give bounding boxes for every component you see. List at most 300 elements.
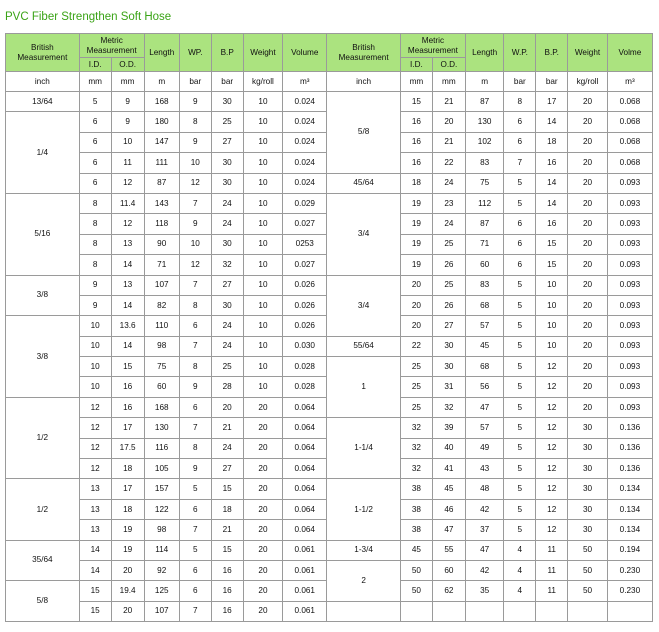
cell-right-3: 57 (465, 418, 504, 438)
cell-left-3: 75 (144, 357, 179, 377)
cell-left-2: 16 (111, 377, 144, 397)
cell-right-1: 50 (400, 581, 432, 601)
cell-left-7: 0.026 (283, 316, 327, 336)
cell-right-6: 20 (568, 92, 608, 112)
cell-left-2: 17 (111, 479, 144, 499)
cell-right-3 (465, 601, 504, 621)
cell-right-2: 62 (432, 581, 465, 601)
table-row (6, 92, 653, 112)
cell-right-3: 130 (465, 112, 504, 132)
cell-left-6: 10 (243, 193, 283, 213)
cell-right-1 (400, 601, 432, 621)
cell-right-1: 32 (400, 438, 432, 458)
cell-left-4: 8 (179, 295, 211, 315)
cell-left-5: 21 (211, 520, 243, 540)
header-wp-right: W.P. (504, 34, 536, 72)
cell-right-6: 30 (568, 418, 608, 438)
cell-right-5: 16 (536, 214, 568, 234)
hose-spec-table (5, 33, 653, 622)
cell-left-5: 24 (211, 438, 243, 458)
cell-left-2: 11.4 (111, 193, 144, 213)
cell-left-2: 20 (111, 560, 144, 580)
cell-right-7: 0.136 (607, 438, 652, 458)
header-metric: Metric Measurement (79, 34, 144, 58)
cell-left-3: 130 (144, 418, 179, 438)
cell-right-1: 45 (400, 540, 432, 560)
cell-left-3: 92 (144, 560, 179, 580)
cell-left-6: 10 (243, 173, 283, 193)
cell-left-2: 19 (111, 540, 144, 560)
cell-left-7: 0.029 (283, 193, 327, 213)
cell-left-2: 20 (111, 601, 144, 621)
cell-right-6: 50 (568, 560, 608, 580)
cell-left-1: 10 (79, 377, 111, 397)
cell-right-4: 5 (504, 193, 536, 213)
cell-left-4: 12 (179, 173, 211, 193)
table-row (6, 336, 653, 356)
cell-right-2: 45 (432, 479, 465, 499)
cell-left-3: 114 (144, 540, 179, 560)
cell-left-2: 9 (111, 92, 144, 112)
cell-right-2: 47 (432, 520, 465, 540)
cell-right-6: 20 (568, 255, 608, 275)
cell-left-4: 7 (179, 275, 211, 295)
cell-right-1: 20 (400, 275, 432, 295)
cell-right-4: 5 (504, 357, 536, 377)
cell-right-3: 47 (465, 397, 504, 417)
cell-left-3: 116 (144, 438, 179, 458)
cell-left-4: 8 (179, 438, 211, 458)
cell-right-3: 43 (465, 459, 504, 479)
cell-left-5: 25 (211, 357, 243, 377)
cell-british-left: 5/8 (6, 581, 80, 622)
cell-right-5: 12 (536, 438, 568, 458)
cell-left-3: 125 (144, 581, 179, 601)
cell-left-4: 8 (179, 357, 211, 377)
cell-left-6: 20 (243, 418, 283, 438)
cell-left-6: 10 (243, 132, 283, 152)
cell-left-1: 12 (79, 418, 111, 438)
cell-right-7 (607, 601, 652, 621)
cell-left-1: 8 (79, 234, 111, 254)
cell-left-2: 11 (111, 153, 144, 173)
cell-british-left: 1/2 (6, 397, 80, 479)
cell-left-5: 28 (211, 377, 243, 397)
cell-right-4: 6 (504, 214, 536, 234)
cell-right-2 (432, 601, 465, 621)
cell-left-3: 122 (144, 499, 179, 519)
cell-left-6: 10 (243, 357, 283, 377)
unit-weight: kg/roll (243, 72, 283, 92)
header-weight: Weight (243, 34, 283, 72)
cell-british-left: 13/64 (6, 92, 80, 112)
table-row (6, 193, 653, 213)
cell-right-3: 68 (465, 295, 504, 315)
unit-id-right: mm (400, 72, 432, 92)
cell-right-5: 12 (536, 377, 568, 397)
cell-left-6: 20 (243, 459, 283, 479)
cell-right-1: 32 (400, 459, 432, 479)
cell-right-6: 30 (568, 438, 608, 458)
cell-british-left: 1/4 (6, 112, 80, 194)
cell-left-7: 0.024 (283, 112, 327, 132)
cell-left-4: 9 (179, 377, 211, 397)
cell-right-2: 32 (432, 397, 465, 417)
cell-left-3: 87 (144, 173, 179, 193)
cell-right-7: 0.093 (607, 357, 652, 377)
cell-left-4: 5 (179, 479, 211, 499)
header-british-right: British Measurement (327, 34, 401, 72)
cell-right-2: 31 (432, 377, 465, 397)
cell-right-6: 20 (568, 234, 608, 254)
cell-left-1: 10 (79, 357, 111, 377)
cell-left-1: 12 (79, 459, 111, 479)
cell-left-1: 13 (79, 479, 111, 499)
cell-left-1: 12 (79, 438, 111, 458)
cell-left-4: 7 (179, 601, 211, 621)
cell-right-3: 68 (465, 357, 504, 377)
cell-left-4: 8 (179, 112, 211, 132)
header-bp: B.P (211, 34, 243, 72)
cell-right-5: 17 (536, 92, 568, 112)
cell-left-4: 6 (179, 316, 211, 336)
cell-right-5: 14 (536, 112, 568, 132)
cell-right-1: 38 (400, 479, 432, 499)
cell-right-7: 0.093 (607, 255, 652, 275)
cell-right-5: 12 (536, 479, 568, 499)
cell-left-6: 10 (243, 234, 283, 254)
cell-left-2: 17.5 (111, 438, 144, 458)
cell-right-7: 0.093 (607, 397, 652, 417)
cell-right-3: 47 (465, 540, 504, 560)
header-od: O.D. (111, 58, 144, 72)
cell-right-3: 37 (465, 520, 504, 540)
cell-left-7: 0.027 (283, 255, 327, 275)
cell-right-6: 20 (568, 214, 608, 234)
cell-right-7: 0.068 (607, 112, 652, 132)
cell-left-2: 14 (111, 295, 144, 315)
cell-left-4: 5 (179, 540, 211, 560)
cell-right-7: 0.093 (607, 173, 652, 193)
unit-inch: inch (6, 72, 80, 92)
cell-left-5: 21 (211, 418, 243, 438)
cell-left-7: 0.024 (283, 173, 327, 193)
cell-right-7: 0.230 (607, 581, 652, 601)
cell-right-2: 25 (432, 234, 465, 254)
cell-right-6: 20 (568, 357, 608, 377)
cell-right-4: 7 (504, 153, 536, 173)
cell-left-3: 111 (144, 153, 179, 173)
cell-british-right: 1-1/2 (327, 479, 401, 540)
unit-wp-right: bar (504, 72, 536, 92)
unit-id: mm (79, 72, 111, 92)
cell-left-5: 30 (211, 295, 243, 315)
cell-right-5: 16 (536, 153, 568, 173)
cell-right-1: 16 (400, 112, 432, 132)
cell-left-1: 13 (79, 520, 111, 540)
cell-left-4: 7 (179, 193, 211, 213)
cell-right-1: 20 (400, 295, 432, 315)
cell-left-5: 20 (211, 397, 243, 417)
cell-right-6: 20 (568, 153, 608, 173)
cell-right-7: 0.068 (607, 132, 652, 152)
cell-british-left: 3/8 (6, 316, 80, 398)
header-length: Length (144, 34, 179, 72)
cell-right-7: 0.136 (607, 418, 652, 438)
cell-left-3: 168 (144, 92, 179, 112)
cell-right-7: 0.134 (607, 520, 652, 540)
cell-right-7: 0.093 (607, 295, 652, 315)
cell-right-2: 26 (432, 295, 465, 315)
cell-right-3: 71 (465, 234, 504, 254)
cell-right-2: 30 (432, 357, 465, 377)
table-row (6, 173, 653, 193)
cell-left-3: 60 (144, 377, 179, 397)
cell-right-5: 15 (536, 234, 568, 254)
cell-left-1: 15 (79, 601, 111, 621)
cell-left-6: 20 (243, 479, 283, 499)
cell-left-3: 105 (144, 459, 179, 479)
unit-bp: bar (211, 72, 243, 92)
cell-left-5: 30 (211, 153, 243, 173)
cell-left-6: 10 (243, 92, 283, 112)
cell-left-5: 27 (211, 275, 243, 295)
cell-right-4: 5 (504, 499, 536, 519)
cell-left-4: 9 (179, 214, 211, 234)
cell-left-5: 27 (211, 132, 243, 152)
unit-volume-right: m³ (607, 72, 652, 92)
cell-right-3: 83 (465, 275, 504, 295)
cell-right-3: 35 (465, 581, 504, 601)
cell-right-5: 12 (536, 397, 568, 417)
cell-right-6: 20 (568, 193, 608, 213)
cell-right-5 (536, 601, 568, 621)
cell-left-5: 24 (211, 193, 243, 213)
cell-right-6: 30 (568, 479, 608, 499)
header-metric-right: Metric Measurement (400, 34, 465, 58)
cell-right-6: 20 (568, 377, 608, 397)
cell-right-4: 6 (504, 255, 536, 275)
cell-left-7: 0.027 (283, 214, 327, 234)
cell-right-4: 4 (504, 540, 536, 560)
cell-right-5: 12 (536, 459, 568, 479)
cell-right-7: 0.093 (607, 377, 652, 397)
cell-left-7: 0.064 (283, 459, 327, 479)
cell-right-7: 0.093 (607, 193, 652, 213)
header-id-right: I.D. (400, 58, 432, 72)
cell-right-4: 5 (504, 295, 536, 315)
cell-right-6: 20 (568, 397, 608, 417)
cell-right-4: 4 (504, 581, 536, 601)
cell-right-5: 12 (536, 357, 568, 377)
cell-right-2: 20 (432, 112, 465, 132)
cell-left-6: 20 (243, 520, 283, 540)
cell-right-2: 55 (432, 540, 465, 560)
cell-left-2: 12 (111, 173, 144, 193)
cell-right-4: 5 (504, 397, 536, 417)
cell-left-1: 13 (79, 499, 111, 519)
cell-right-1: 15 (400, 92, 432, 112)
cell-right-3: 87 (465, 214, 504, 234)
cell-left-1: 6 (79, 132, 111, 152)
cell-left-6: 20 (243, 560, 283, 580)
unit-od-right: mm (432, 72, 465, 92)
cell-right-6: 30 (568, 459, 608, 479)
cell-right-4: 5 (504, 520, 536, 540)
cell-left-6: 10 (243, 275, 283, 295)
cell-british-right: 3/4 (327, 193, 401, 275)
cell-right-7: 0.134 (607, 499, 652, 519)
cell-right-1: 38 (400, 499, 432, 519)
cell-right-7: 0.136 (607, 459, 652, 479)
cell-left-6: 20 (243, 601, 283, 621)
cell-left-3: 157 (144, 479, 179, 499)
cell-right-1: 22 (400, 336, 432, 356)
cell-right-5: 10 (536, 295, 568, 315)
table-row (6, 560, 653, 580)
header-weight-right: Weight (568, 34, 608, 72)
cell-right-4: 5 (504, 275, 536, 295)
unit-od: mm (111, 72, 144, 92)
cell-right-2: 21 (432, 92, 465, 112)
header-id: I.D. (79, 58, 111, 72)
cell-left-7: 0.064 (283, 438, 327, 458)
cell-right-2: 24 (432, 214, 465, 234)
cell-left-3: 71 (144, 255, 179, 275)
cell-right-5: 10 (536, 316, 568, 336)
cell-right-4: 6 (504, 234, 536, 254)
cell-right-3: 112 (465, 193, 504, 213)
cell-british-left: 35/64 (6, 540, 80, 581)
cell-left-5: 27 (211, 459, 243, 479)
cell-left-5: 30 (211, 173, 243, 193)
cell-british-right: 1-3/4 (327, 540, 401, 560)
cell-right-2: 40 (432, 438, 465, 458)
header-british: British Measurement (6, 34, 80, 72)
header-volume-right: Volme (607, 34, 652, 72)
cell-left-6: 10 (243, 255, 283, 275)
cell-left-7: 0.026 (283, 275, 327, 295)
cell-left-3: 180 (144, 112, 179, 132)
header-length-right: Length (465, 34, 504, 72)
cell-left-7: 0.061 (283, 601, 327, 621)
cell-left-4: 7 (179, 520, 211, 540)
cell-right-2: 23 (432, 193, 465, 213)
cell-left-5: 18 (211, 499, 243, 519)
cell-right-4: 8 (504, 92, 536, 112)
cell-right-4 (504, 601, 536, 621)
cell-right-4: 5 (504, 479, 536, 499)
cell-left-6: 10 (243, 112, 283, 132)
cell-left-2: 19.4 (111, 581, 144, 601)
cell-left-3: 98 (144, 336, 179, 356)
cell-left-2: 13 (111, 234, 144, 254)
cell-left-7: 0.028 (283, 377, 327, 397)
cell-right-1: 19 (400, 193, 432, 213)
cell-right-6: 20 (568, 112, 608, 132)
cell-left-2: 10 (111, 132, 144, 152)
cell-left-3: 107 (144, 601, 179, 621)
cell-right-1: 18 (400, 173, 432, 193)
header-wp: WP. (179, 34, 211, 72)
cell-left-1: 8 (79, 193, 111, 213)
cell-left-7: 0.024 (283, 92, 327, 112)
cell-left-3: 147 (144, 132, 179, 152)
cell-right-6: 20 (568, 336, 608, 356)
cell-right-4: 5 (504, 418, 536, 438)
cell-left-2: 17 (111, 418, 144, 438)
cell-left-7: 0.064 (283, 418, 327, 438)
cell-left-7: 0253 (283, 234, 327, 254)
cell-left-1: 8 (79, 214, 111, 234)
table-row (6, 540, 653, 560)
cell-british-right: 1-1/4 (327, 418, 401, 479)
cell-right-3: 57 (465, 316, 504, 336)
cell-right-6: 20 (568, 295, 608, 315)
cell-right-3: 45 (465, 336, 504, 356)
cell-right-3: 42 (465, 499, 504, 519)
cell-right-5: 12 (536, 418, 568, 438)
cell-right-6: 30 (568, 520, 608, 540)
cell-right-1: 25 (400, 357, 432, 377)
cell-right-3: 102 (465, 132, 504, 152)
cell-left-4: 9 (179, 132, 211, 152)
cell-right-7: 0.093 (607, 275, 652, 295)
cell-right-5: 11 (536, 540, 568, 560)
cell-left-6: 20 (243, 499, 283, 519)
cell-left-4: 7 (179, 418, 211, 438)
cell-british-right: 3/4 (327, 275, 401, 336)
cell-left-1: 9 (79, 275, 111, 295)
cell-right-2: 46 (432, 499, 465, 519)
cell-right-6: 20 (568, 132, 608, 152)
cell-right-7: 0.134 (607, 479, 652, 499)
cell-right-7: 0.194 (607, 540, 652, 560)
cell-left-4: 7 (179, 336, 211, 356)
cell-left-7: 0.024 (283, 132, 327, 152)
cell-left-2: 12 (111, 214, 144, 234)
cell-left-5: 15 (211, 540, 243, 560)
table-row (6, 275, 653, 295)
cell-left-7: 0.028 (283, 357, 327, 377)
cell-left-1: 9 (79, 295, 111, 315)
cell-left-6: 10 (243, 336, 283, 356)
cell-left-4: 6 (179, 560, 211, 580)
unit-inch-right: inch (327, 72, 401, 92)
unit-volume: m³ (283, 72, 327, 92)
cell-left-4: 6 (179, 397, 211, 417)
cell-left-4: 12 (179, 255, 211, 275)
unit-weight-right: kg/roll (568, 72, 608, 92)
table-row (6, 479, 653, 499)
table-title: PVC Fiber Strengthen Soft Hose (5, 11, 172, 23)
cell-left-3: 107 (144, 275, 179, 295)
cell-right-2: 26 (432, 255, 465, 275)
cell-left-7: 0.061 (283, 540, 327, 560)
cell-right-5: 12 (536, 520, 568, 540)
cell-left-5: 16 (211, 601, 243, 621)
cell-left-1: 10 (79, 336, 111, 356)
cell-right-7: 0.093 (607, 234, 652, 254)
cell-right-3: 56 (465, 377, 504, 397)
header-bp-right: B.P. (536, 34, 568, 72)
cell-right-5: 11 (536, 581, 568, 601)
cell-left-7: 0.030 (283, 336, 327, 356)
cell-right-6 (568, 601, 608, 621)
cell-left-6: 20 (243, 438, 283, 458)
cell-left-2: 13.6 (111, 316, 144, 336)
cell-right-1: 25 (400, 377, 432, 397)
